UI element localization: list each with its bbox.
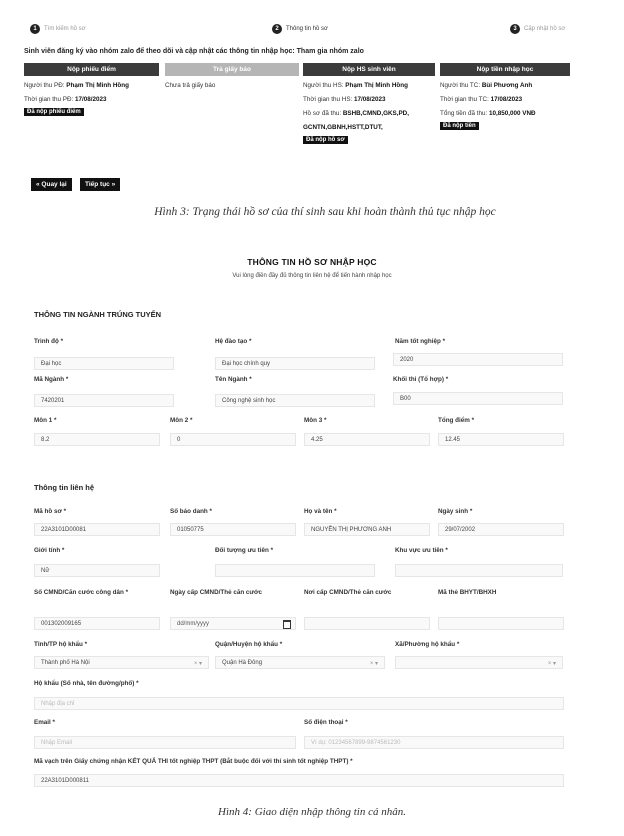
label-mon-3: Môn 3 * — [304, 417, 327, 424]
label-ma-vach: Mã vạch trên Giấy chứng nhận KẾT QUẢ THI tốt nghiệp THPT (Bắt buộc đối với thí sinh tốt nghiệp THPT) * — [34, 758, 353, 765]
cmnd-field[interactable]: 001302009165 — [34, 617, 160, 630]
bhyt-field[interactable] — [438, 617, 564, 630]
form-subtitle: Vui lòng điền đầy đủ thông tin liên hệ để tiến hành nhập học — [232, 273, 392, 279]
label-ngay-sinh: Ngày sinh * — [438, 508, 473, 515]
step-number: 2 — [272, 24, 282, 34]
status-badge: Đã nộp hồ sơ — [303, 136, 348, 144]
he-dao-tao-field[interactable]: Đại học chính quy — [215, 357, 375, 370]
gioi-tinh-field[interactable]: Nữ — [34, 564, 160, 577]
figure-caption-4: Hình 4: Giao diện nhập thông tin cá nhân. — [218, 806, 406, 818]
tinh-select[interactable] — [34, 656, 209, 669]
label-xa: Xã/Phường hộ khẩu * — [395, 641, 460, 648]
ho-va-ten-field[interactable]: NGUYỄN THỊ PHƯƠNG ANH — [304, 523, 430, 536]
panel-header[interactable]: Nộp HS sinh viên — [303, 63, 435, 76]
label-trinh-do: Trình độ * — [34, 338, 64, 345]
label-khu-vuc-uu-tien: Khu vực ưu tiên * — [395, 547, 448, 554]
panel-line: Thời gian thu HS: 17/08/2023 — [303, 96, 386, 103]
step-1[interactable] — [30, 24, 86, 34]
quan-select[interactable] — [215, 656, 385, 669]
label-ma-ho-so: Mã hồ sơ * — [34, 508, 67, 515]
so-dien-thoai-input[interactable]: Ví dụ: 01234567899-9874561230 — [304, 736, 564, 749]
ho-khau-input[interactable]: Nhập địa chỉ — [34, 697, 564, 710]
tinh-value: Thành phố Hà Nội — [41, 659, 90, 666]
ma-vach-field[interactable]: 22A3101D000811 — [34, 774, 564, 787]
panel-line: Thời gian thu PĐ: 17/08/2023 — [24, 96, 107, 103]
label-gioi-tinh: Giới tính * — [34, 547, 65, 554]
panel-line: Người thu PĐ: Phạm Thị Minh Hồng — [24, 82, 129, 89]
khoi-thi-field[interactable]: B00 — [393, 392, 563, 405]
panel-header[interactable]: Nộp phiếu điểm — [24, 63, 159, 76]
mon-3-field[interactable]: 4.25 — [304, 433, 430, 446]
step-number: 1 — [30, 24, 40, 34]
panel-header[interactable]: Nộp tiền nhập học — [440, 63, 570, 76]
step-number: 3 — [510, 24, 520, 34]
label-so-dien-thoai: Số điện thoại * — [304, 719, 348, 726]
label-bhyt: Mã thẻ BHYT/BHXH — [438, 589, 497, 596]
panel-hs-sinh-vien — [303, 63, 435, 144]
label-mon-1: Môn 1 * — [34, 417, 57, 424]
panel-phieu-diem — [24, 63, 159, 116]
panel-line: Người thu HS: Phạm Thị Minh Hồng — [303, 82, 408, 89]
khu-vuc-uu-tien-field[interactable] — [395, 564, 563, 577]
date-placeholder: dd/mm/yyyy — [177, 620, 210, 627]
label-he-dao-tao: Hệ đào tạo * — [215, 338, 252, 345]
back-button[interactable]: « Quay lại — [31, 178, 72, 191]
panel-line: Tổng tiền đã thu: 10,850,000 VNĐ — [440, 110, 536, 117]
nam-tot-nghiep-field[interactable]: 2020 — [393, 353, 563, 366]
email-input[interactable]: Nhập Email — [34, 736, 296, 749]
clear-dropdown-icon[interactable]: × ▾ — [547, 661, 556, 667]
zalo-notice: Sinh viên đăng ký vào nhóm zalo để theo dõi và cập nhật các thông tin nhập học: Tham gia nhóm zalo — [24, 48, 364, 55]
panel-line: Hồ sơ đã thu: BSHB,CMND,GKS,PD, — [303, 110, 409, 117]
clear-dropdown-icon[interactable]: × ▾ — [369, 661, 378, 667]
section-thong-tin-lien-he: Thông tin liên hệ — [34, 483, 94, 492]
figure-caption-3: Hình 3: Trạng thái hồ sơ của thí sinh sau khi hoàn thành thủ tục nhập học — [154, 206, 496, 218]
label-tinh: Tỉnh/TP hộ khẩu * — [34, 641, 88, 648]
label-quan: Quận/Huyện hộ khẩu * — [215, 641, 283, 648]
form-title: THÔNG TIN HỒ SƠ NHẬP HỌC — [247, 257, 377, 267]
so-bao-danh-field[interactable]: 01050775 — [170, 523, 296, 536]
label-ho-khau: Hộ khẩu (Số nhà, tên đường/phố) * — [34, 680, 139, 687]
step-3[interactable] — [510, 24, 565, 34]
label-khoi-thi: Khối thi (Tổ hợp) * — [393, 376, 449, 383]
label-email: Email * — [34, 719, 55, 726]
ngay-sinh-field[interactable]: 29/07/2002 — [438, 523, 564, 536]
panel-line: Chưa trả giấy báo — [165, 82, 216, 89]
trinh-do-field[interactable]: Đại học — [34, 357, 174, 370]
mon-1-field[interactable]: 8.2 — [34, 433, 160, 446]
label-noi-cap: Nơi cấp CMND/Thẻ căn cước — [304, 589, 392, 596]
label-tong-diem: Tổng điểm * — [438, 417, 475, 424]
xa-select[interactable] — [395, 656, 563, 669]
noi-cap-field[interactable] — [304, 617, 430, 630]
ngay-cap-field[interactable] — [170, 617, 296, 630]
panel-line: Thời gian thu TC: 17/08/2023 — [440, 96, 523, 103]
step-2[interactable] — [272, 24, 328, 34]
panel-line: GCNTN,GBNH,HSTT,DTUT, — [303, 124, 383, 131]
panel-tien-nhap-hoc — [440, 63, 570, 130]
quan-value: Quận Hà Đông — [222, 659, 263, 666]
label-doi-tuong-uu-tien: Đối tượng ưu tiên * — [215, 547, 274, 554]
doi-tuong-uu-tien-field[interactable] — [215, 564, 375, 577]
step-label: Tìm kiếm hồ sơ — [44, 26, 86, 32]
ten-nganh-field[interactable]: Công nghệ sinh học — [215, 394, 375, 407]
label-ten-nganh: Tên Ngành * — [215, 376, 252, 383]
panel-header[interactable]: Trả giấy báo — [165, 63, 299, 76]
label-mon-2: Môn 2 * — [170, 417, 193, 424]
next-button[interactable]: Tiếp tục » — [80, 178, 120, 191]
label-nam-tot-nghiep: Năm tốt nghiệp * — [395, 338, 446, 345]
step-label: Cập nhật hồ sơ — [524, 26, 566, 32]
label-cmnd: Số CMND/Căn cước công dân * — [34, 589, 129, 596]
label-ho-va-ten: Họ và tên * — [304, 508, 337, 515]
calendar-icon[interactable] — [283, 620, 291, 629]
status-badge: Đã nộp phiếu điểm — [24, 108, 84, 116]
tong-diem-field[interactable]: 12.45 — [438, 433, 564, 446]
ma-ho-so-field[interactable]: 22A3101D00081 — [34, 523, 160, 536]
label-ma-nganh: Mã Ngành * — [34, 376, 69, 383]
status-badge: Đã nộp tiền — [440, 122, 479, 130]
step-label: Thông tin hồ sơ — [286, 26, 328, 32]
label-so-bao-danh: Số báo danh * — [170, 508, 212, 515]
panel-giay-bao — [165, 63, 299, 90]
ma-nganh-field[interactable]: 7420201 — [34, 394, 174, 407]
clear-dropdown-icon[interactable]: × ▾ — [193, 661, 202, 667]
mon-2-field[interactable]: 0 — [170, 433, 296, 446]
panel-line: Người thu TC: Bùi Phương Anh — [440, 82, 533, 89]
section-nganh-trung-tuyen: THÔNG TIN NGÀNH TRÚNG TUYỂN — [34, 310, 162, 319]
label-ngay-cap: Ngày cấp CMND/Thẻ căn cước — [170, 589, 262, 596]
